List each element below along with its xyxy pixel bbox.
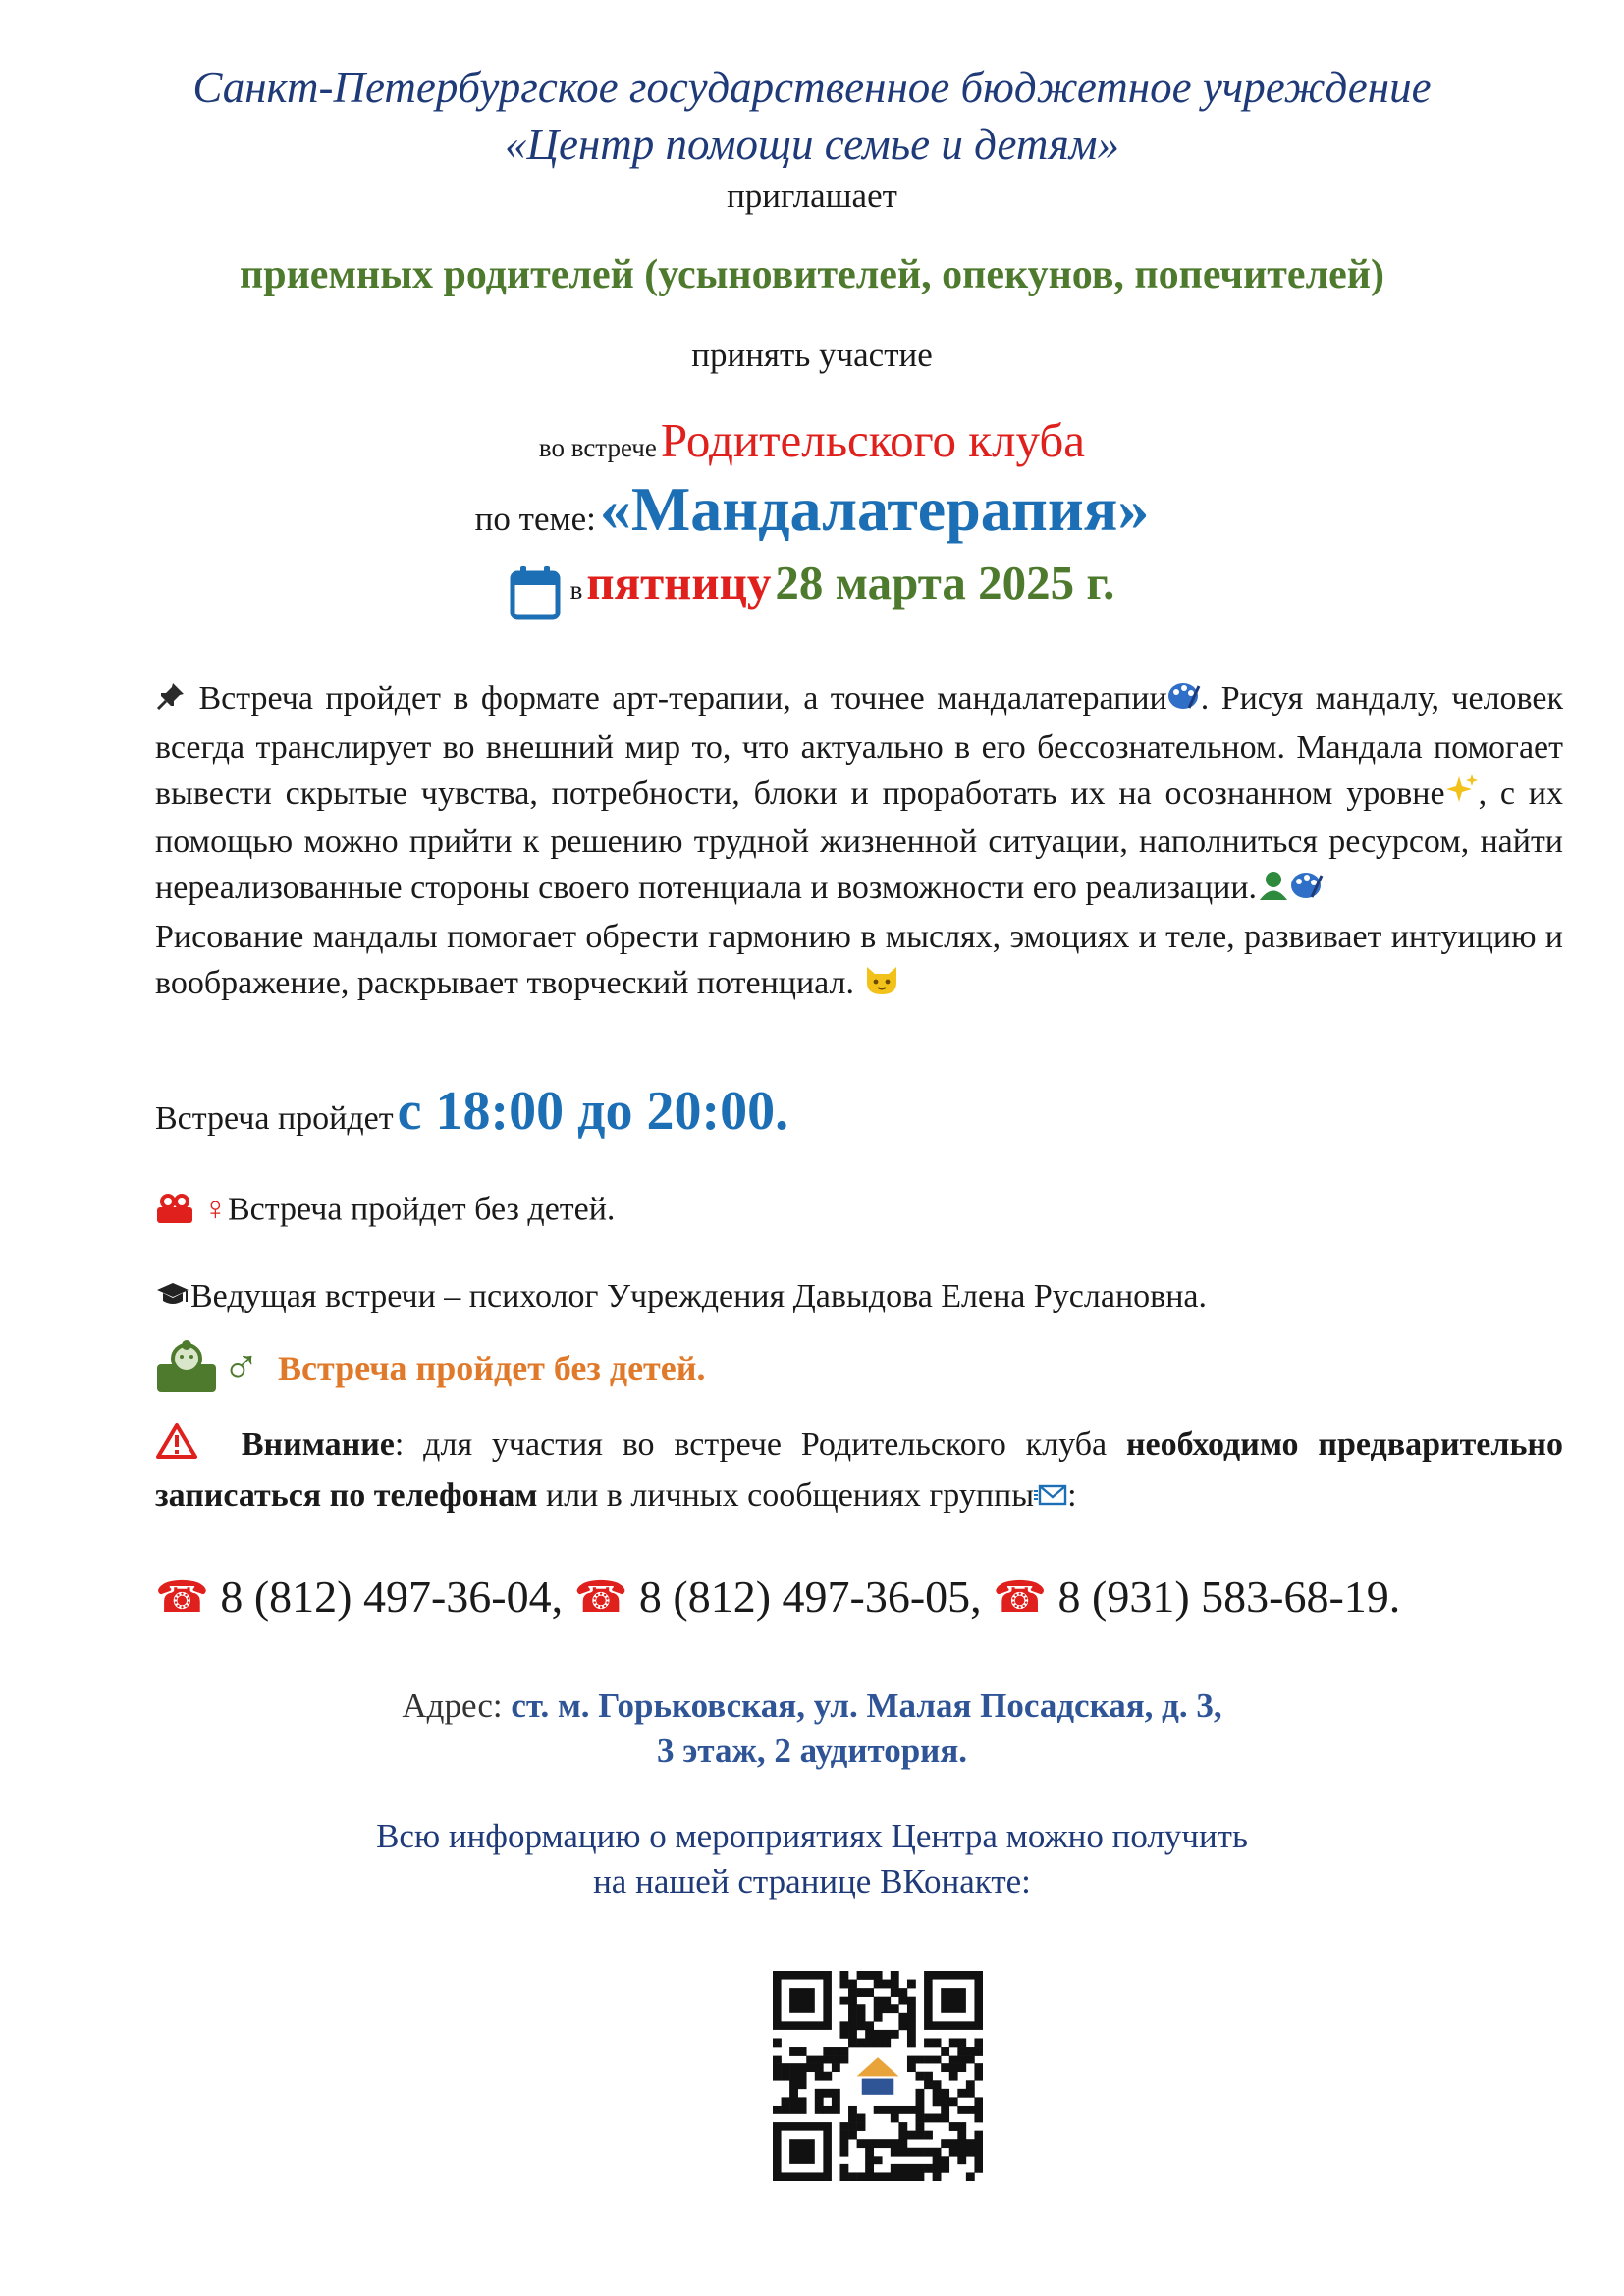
info-line-2: на нашей странице ВКонакте:: [593, 1862, 1031, 1900]
description-paragraph-2: [155, 914, 1563, 1009]
address-line-1: [0, 1683, 1624, 1729]
warning-text-a: : для участия во встрече Родительского клуба: [394, 1426, 1108, 1463]
date-prefix: в: [569, 575, 583, 605]
vk-qr-code[interactable]: [773, 1971, 983, 2181]
info-line-1: Всю информацию о мероприятиях Центра можно получить: [376, 1817, 1248, 1855]
male-sign-icon: ♂: [222, 1340, 260, 1396]
no-children-note-1: [155, 1190, 615, 1234]
time-line: [155, 1080, 1563, 1143]
no-children-note-2: [155, 1337, 705, 1399]
calendar-icon: [510, 565, 561, 625]
club-name: Родительского клуба: [660, 413, 1086, 467]
event-date: 28 марта 2025 г.: [775, 556, 1115, 610]
telephone-icon: ☎: [155, 1574, 209, 1622]
org-line-1: Санкт-Петербургское государственное бюджетное учреждение: [192, 63, 1432, 112]
time-range: с 18:00 до 20:00.: [397, 1081, 789, 1142]
warning-text-b: или в личных сообщениях группы: [545, 1476, 1035, 1514]
no-children-text-1: Встреча пройдет без детей.: [228, 1191, 616, 1228]
invites-text: приглашает: [727, 177, 897, 215]
warning-icon: [155, 1422, 198, 1472]
sparkles-icon: [1445, 773, 1479, 819]
topic-line: [0, 473, 1624, 546]
org-line-2: «Центр помощи семье и детям»: [504, 120, 1120, 169]
description-paragraph-1: [155, 675, 1563, 914]
telephone-icon: ☎: [573, 1574, 628, 1622]
telephone-icon: ☎: [993, 1574, 1047, 1622]
take-part-text: принять участие: [691, 336, 933, 374]
host-text: Ведущая встречи – психолог Учреждения Давыдова Елена Руслановна.: [190, 1278, 1207, 1314]
artist-icon: [1257, 868, 1290, 914]
topic-prefix: по теме:: [474, 500, 596, 538]
description-part-a: Встреча пройдет в формате арт-терапии, а точнее мандалатерапии: [198, 680, 1167, 717]
qr-code-image: [773, 1971, 983, 2181]
pushpin-icon: [155, 678, 187, 724]
date-line: [0, 555, 1624, 625]
topic-title: «Мандалатерапия»: [599, 474, 1150, 544]
org-name: [0, 59, 1624, 173]
warning-paragraph: [155, 1421, 1563, 1521]
cat-face-icon: [863, 963, 900, 1009]
info-block: [0, 1814, 1624, 1904]
phones-line: [155, 1571, 1563, 1623]
graduation-cap-icon: [155, 1280, 190, 1318]
time-prefix: Встреча пройдет: [155, 1100, 394, 1137]
palette-icon: [1167, 678, 1201, 724]
warning-text-bold: необходимо предварительно записаться по телефонам: [155, 1426, 1564, 1514]
weekday: пятницу: [586, 556, 772, 610]
warning-label: Внимание: [241, 1426, 395, 1463]
family-icon: [155, 1190, 194, 1234]
family-icon: [155, 1337, 218, 1399]
address-block: [0, 1683, 1624, 1774]
phone-number-1[interactable]: 8 (812) 497-36-04,: [220, 1572, 564, 1622]
phone-number-2[interactable]: 8 (812) 497-36-05,: [638, 1572, 982, 1622]
warning-text-end: :: [1067, 1476, 1077, 1514]
phone-number-3[interactable]: 8 (931) 583-68-19.: [1057, 1572, 1401, 1622]
female-sign-icon: ♀: [202, 1191, 228, 1228]
no-children-text-2: Встреча пройдет без детей.: [278, 1348, 706, 1388]
address-label: Адрес:: [402, 1686, 503, 1725]
club-line: [0, 412, 1624, 468]
palette-icon: [1290, 868, 1324, 914]
description-part-b: . Рисуя мандалу, человек всегда транслирует во внешний мир то, что актуально в его бессознательном. Мандала помогает вывести скрытые чувства, потребности, блоки и проработать их на осознанном уровне: [155, 680, 1564, 812]
description: [155, 675, 1563, 1009]
envelope-icon: [1034, 1474, 1067, 1521]
address-line-2: 3 этаж, 2 аудитория.: [656, 1732, 968, 1770]
host-line: [155, 1278, 1207, 1318]
address-street: ст. м. Горьковская, ул. Малая Посадская, д. 3,: [511, 1686, 1222, 1725]
description-part-c: , с их помощью можно прийти к решению трудной жизненной ситуации, наполниться ресурсом, найти нереализованные стороны своего потенциала и возможности его реализации.: [155, 774, 1563, 907]
meeting-prefix: во встрече: [538, 433, 657, 462]
description-p2: Рисование мандалы помогает обрести гармонию в мыслях, эмоциях и теле, развивает интуицию и воображение, раскрывает творческий потенциал.: [155, 919, 1563, 1002]
guests-text: приемных родителей (усыновителей, опекунов, попечителей): [240, 252, 1384, 297]
